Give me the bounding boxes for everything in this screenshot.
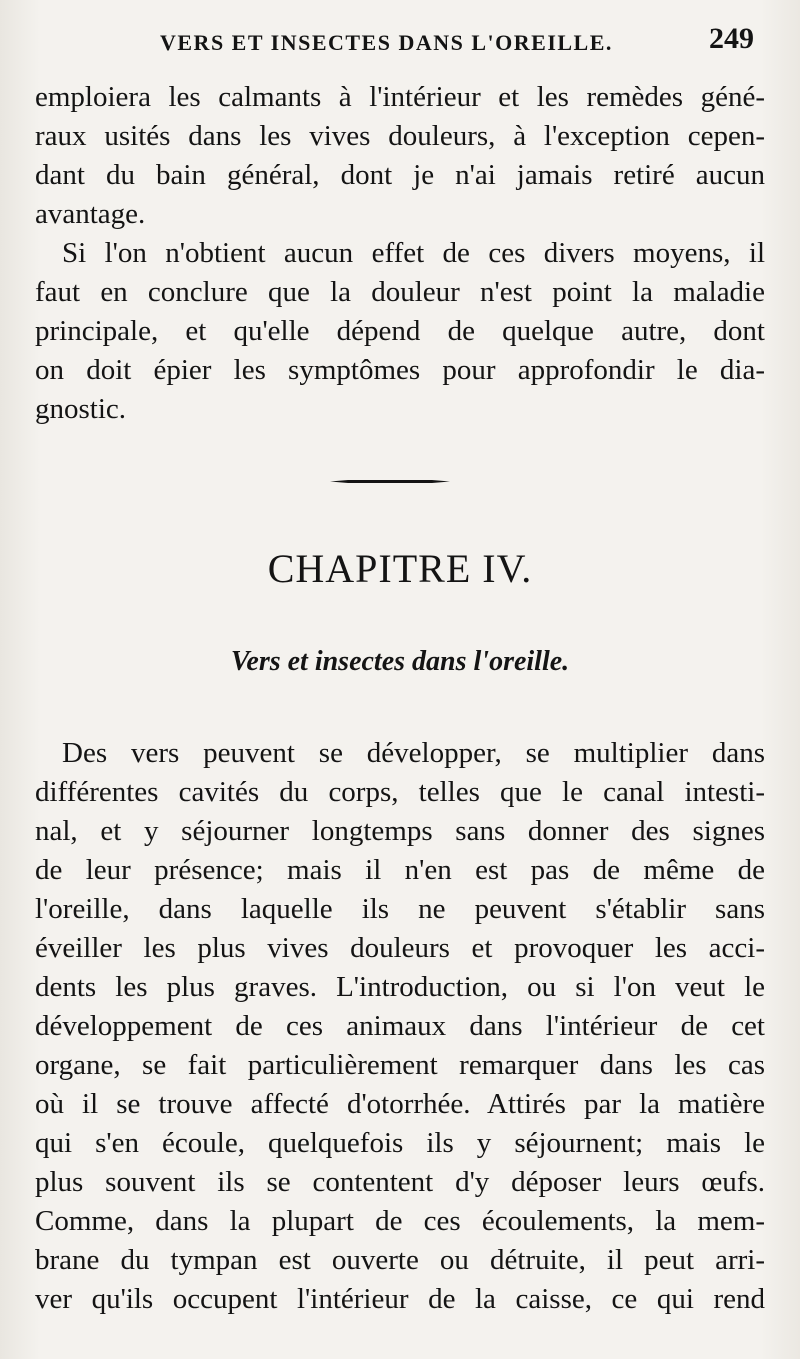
text-line: raux usités dans les vives douleurs, à l'exception cepen-: [35, 120, 765, 152]
text-line: on doit épier les symptômes pour approfondir le dia-: [35, 354, 765, 386]
section-divider: [330, 479, 450, 484]
text-line: avantage.: [35, 198, 146, 230]
text-line: ver qu'ils occupent l'intérieur de la caisse, ce qui rend: [35, 1283, 765, 1315]
text-line: Si l'on n'obtient aucun effet de ces divers moyens, il: [62, 237, 765, 269]
text-line: faut en conclure que la douleur n'est point la maladie: [35, 276, 765, 308]
running-title: VERS ET INSECTES DANS L'OREILLE.: [160, 30, 613, 55]
text-line: nal, et y séjourner longtemps sans donner des signes: [35, 815, 765, 847]
text-line: éveiller les plus vives douleurs et provoquer les acci-: [35, 932, 765, 964]
text-line: de leur présence; mais il n'en est pas de même de: [35, 854, 765, 886]
chapter-heading: CHAPITRE IV.: [267, 546, 533, 591]
text-line: plus souvent ils se contentent d'y déposer leurs œufs.: [35, 1166, 765, 1198]
text-line: brane du tympan est ouverte ou détruite, il peut arri-: [35, 1244, 765, 1276]
page-number: 249: [709, 22, 754, 55]
text-line: emploiera les calmants à l'intérieur et les remèdes géné-: [35, 81, 765, 113]
chapter-subtitle: Vers et insectes dans l'oreille.: [230, 646, 570, 677]
text-line: dant du bain général, dont je n'ai jamais retiré aucun: [35, 159, 765, 191]
text-line: Comme, dans la plupart de ces écoulements, la mem-: [35, 1205, 765, 1237]
text-line: l'oreille, dans laquelle ils ne peuvent s'établir sans: [35, 893, 765, 925]
text-line: différentes cavités du corps, telles que le canal intesti-: [35, 776, 765, 808]
text-line: où il se trouve affecté d'otorrhée. Attirés par la matière: [35, 1088, 765, 1120]
text-line: organe, se fait particulièrement remarquer dans les cas: [35, 1049, 765, 1081]
text-line: Des vers peuvent se développer, se multiplier dans: [62, 737, 765, 769]
text-line: gnostic.: [35, 393, 127, 425]
text-line: développement de ces animaux dans l'intérieur de cet: [35, 1010, 765, 1042]
text-line: qui s'en écoule, quelquefois ils y séjournent; mais le: [35, 1127, 765, 1159]
text-line: principale, et qu'elle dépend de quelque autre, dont: [35, 315, 765, 347]
text-line: dents les plus graves. L'introduction, ou si l'on veut le: [35, 971, 765, 1003]
